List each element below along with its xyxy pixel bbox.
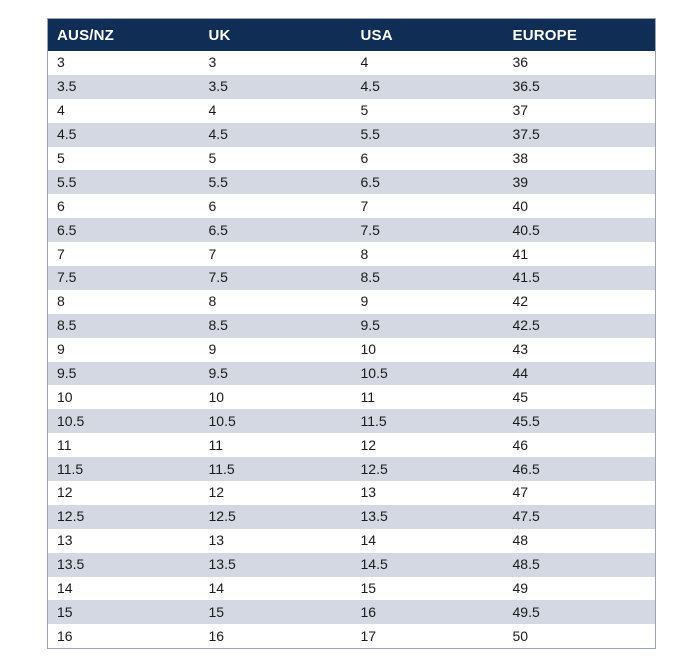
uk-cell: 10 <box>200 385 352 409</box>
europe-cell: 48.5 <box>504 553 656 577</box>
aus-nz-cell: 10 <box>48 385 200 409</box>
aus-nz-cell: 11 <box>48 433 200 457</box>
uk-cell: 7 <box>200 242 352 266</box>
table-row <box>48 314 656 338</box>
aus-nz-cell: 13.5 <box>48 553 200 577</box>
table-row <box>48 577 656 601</box>
size-conversion-table <box>47 18 656 649</box>
europe-cell: 44 <box>504 362 656 386</box>
usa-cell: 10.5 <box>352 362 504 386</box>
aus-nz-cell: 8.5 <box>48 314 200 338</box>
europe-cell: 36.5 <box>504 75 656 99</box>
europe-cell: 37.5 <box>504 123 656 147</box>
europe-cell: 48 <box>504 529 656 553</box>
header-usa: USA <box>352 19 504 52</box>
europe-cell: 45.5 <box>504 409 656 433</box>
uk-cell: 6.5 <box>200 218 352 242</box>
table-row <box>48 457 656 481</box>
usa-cell: 6 <box>352 147 504 171</box>
aus-nz-cell: 7.5 <box>48 266 200 290</box>
aus-nz-cell: 5.5 <box>48 170 200 194</box>
usa-cell: 11 <box>352 385 504 409</box>
uk-cell: 8 <box>200 290 352 314</box>
usa-cell: 17 <box>352 624 504 648</box>
usa-cell: 9.5 <box>352 314 504 338</box>
europe-cell: 42.5 <box>504 314 656 338</box>
usa-cell: 4.5 <box>352 75 504 99</box>
table-row <box>48 123 656 147</box>
aus-nz-cell: 12 <box>48 481 200 505</box>
header-uk: UK <box>200 19 352 52</box>
table-row <box>48 362 656 386</box>
aus-nz-cell: 3.5 <box>48 75 200 99</box>
usa-cell: 11.5 <box>352 409 504 433</box>
aus-nz-cell: 13 <box>48 529 200 553</box>
europe-cell: 39 <box>504 170 656 194</box>
uk-cell: 3 <box>200 51 352 75</box>
table-row <box>48 624 656 648</box>
uk-cell: 12.5 <box>200 505 352 529</box>
aus-nz-cell: 9.5 <box>48 362 200 386</box>
europe-cell: 46 <box>504 433 656 457</box>
europe-cell: 50 <box>504 624 656 648</box>
table-row <box>48 481 656 505</box>
header-aus-nz: AUS/NZ <box>48 19 200 52</box>
usa-cell: 9 <box>352 290 504 314</box>
table-row <box>48 290 656 314</box>
aus-nz-cell: 12.5 <box>48 505 200 529</box>
europe-cell: 42 <box>504 290 656 314</box>
uk-cell: 3.5 <box>200 75 352 99</box>
uk-cell: 15 <box>200 600 352 624</box>
uk-cell: 6 <box>200 194 352 218</box>
uk-cell: 4.5 <box>200 123 352 147</box>
usa-cell: 7.5 <box>352 218 504 242</box>
table-row <box>48 194 656 218</box>
europe-cell: 41.5 <box>504 266 656 290</box>
table-row <box>48 147 656 171</box>
table-row <box>48 338 656 362</box>
usa-cell: 16 <box>352 600 504 624</box>
table-row <box>48 385 656 409</box>
table-body <box>48 51 656 649</box>
usa-cell: 14 <box>352 529 504 553</box>
table-row <box>48 51 656 75</box>
usa-cell: 5.5 <box>352 123 504 147</box>
europe-cell: 36 <box>504 51 656 75</box>
table-row <box>48 170 656 194</box>
europe-cell: 40 <box>504 194 656 218</box>
aus-nz-cell: 11.5 <box>48 457 200 481</box>
uk-cell: 7.5 <box>200 266 352 290</box>
aus-nz-cell: 5 <box>48 147 200 171</box>
header-row <box>48 19 656 52</box>
uk-cell: 5 <box>200 147 352 171</box>
aus-nz-cell: 4.5 <box>48 123 200 147</box>
uk-cell: 10.5 <box>200 409 352 433</box>
uk-cell: 11 <box>200 433 352 457</box>
europe-cell: 47.5 <box>504 505 656 529</box>
uk-cell: 13 <box>200 529 352 553</box>
table-row <box>48 242 656 266</box>
uk-cell: 5.5 <box>200 170 352 194</box>
table-row <box>48 75 656 99</box>
europe-cell: 41 <box>504 242 656 266</box>
usa-cell: 8 <box>352 242 504 266</box>
table-row <box>48 266 656 290</box>
header-europe: EUROPE <box>504 19 656 52</box>
usa-cell: 10 <box>352 338 504 362</box>
uk-cell: 12 <box>200 481 352 505</box>
aus-nz-cell: 16 <box>48 624 200 648</box>
aus-nz-cell: 6 <box>48 194 200 218</box>
aus-nz-cell: 9 <box>48 338 200 362</box>
aus-nz-cell: 6.5 <box>48 218 200 242</box>
table-row <box>48 553 656 577</box>
uk-cell: 14 <box>200 577 352 601</box>
table-row <box>48 505 656 529</box>
table-row <box>48 600 656 624</box>
europe-cell: 38 <box>504 147 656 171</box>
aus-nz-cell: 10.5 <box>48 409 200 433</box>
uk-cell: 9 <box>200 338 352 362</box>
usa-cell: 13 <box>352 481 504 505</box>
table-header <box>48 19 656 52</box>
europe-cell: 45 <box>504 385 656 409</box>
aus-nz-cell: 3 <box>48 51 200 75</box>
usa-cell: 8.5 <box>352 266 504 290</box>
usa-cell: 7 <box>352 194 504 218</box>
usa-cell: 4 <box>352 51 504 75</box>
table-row <box>48 218 656 242</box>
uk-cell: 11.5 <box>200 457 352 481</box>
europe-cell: 49 <box>504 577 656 601</box>
usa-cell: 12.5 <box>352 457 504 481</box>
table-row <box>48 529 656 553</box>
table-row <box>48 409 656 433</box>
aus-nz-cell: 8 <box>48 290 200 314</box>
uk-cell: 9.5 <box>200 362 352 386</box>
aus-nz-cell: 4 <box>48 99 200 123</box>
table-row <box>48 99 656 123</box>
uk-cell: 8.5 <box>200 314 352 338</box>
usa-cell: 5 <box>352 99 504 123</box>
europe-cell: 49.5 <box>504 600 656 624</box>
uk-cell: 4 <box>200 99 352 123</box>
usa-cell: 13.5 <box>352 505 504 529</box>
usa-cell: 12 <box>352 433 504 457</box>
europe-cell: 37 <box>504 99 656 123</box>
usa-cell: 15 <box>352 577 504 601</box>
usa-cell: 6.5 <box>352 170 504 194</box>
aus-nz-cell: 7 <box>48 242 200 266</box>
usa-cell: 14.5 <box>352 553 504 577</box>
aus-nz-cell: 15 <box>48 600 200 624</box>
europe-cell: 40.5 <box>504 218 656 242</box>
europe-cell: 46.5 <box>504 457 656 481</box>
europe-cell: 43 <box>504 338 656 362</box>
uk-cell: 16 <box>200 624 352 648</box>
table-row <box>48 433 656 457</box>
aus-nz-cell: 14 <box>48 577 200 601</box>
uk-cell: 13.5 <box>200 553 352 577</box>
europe-cell: 47 <box>504 481 656 505</box>
